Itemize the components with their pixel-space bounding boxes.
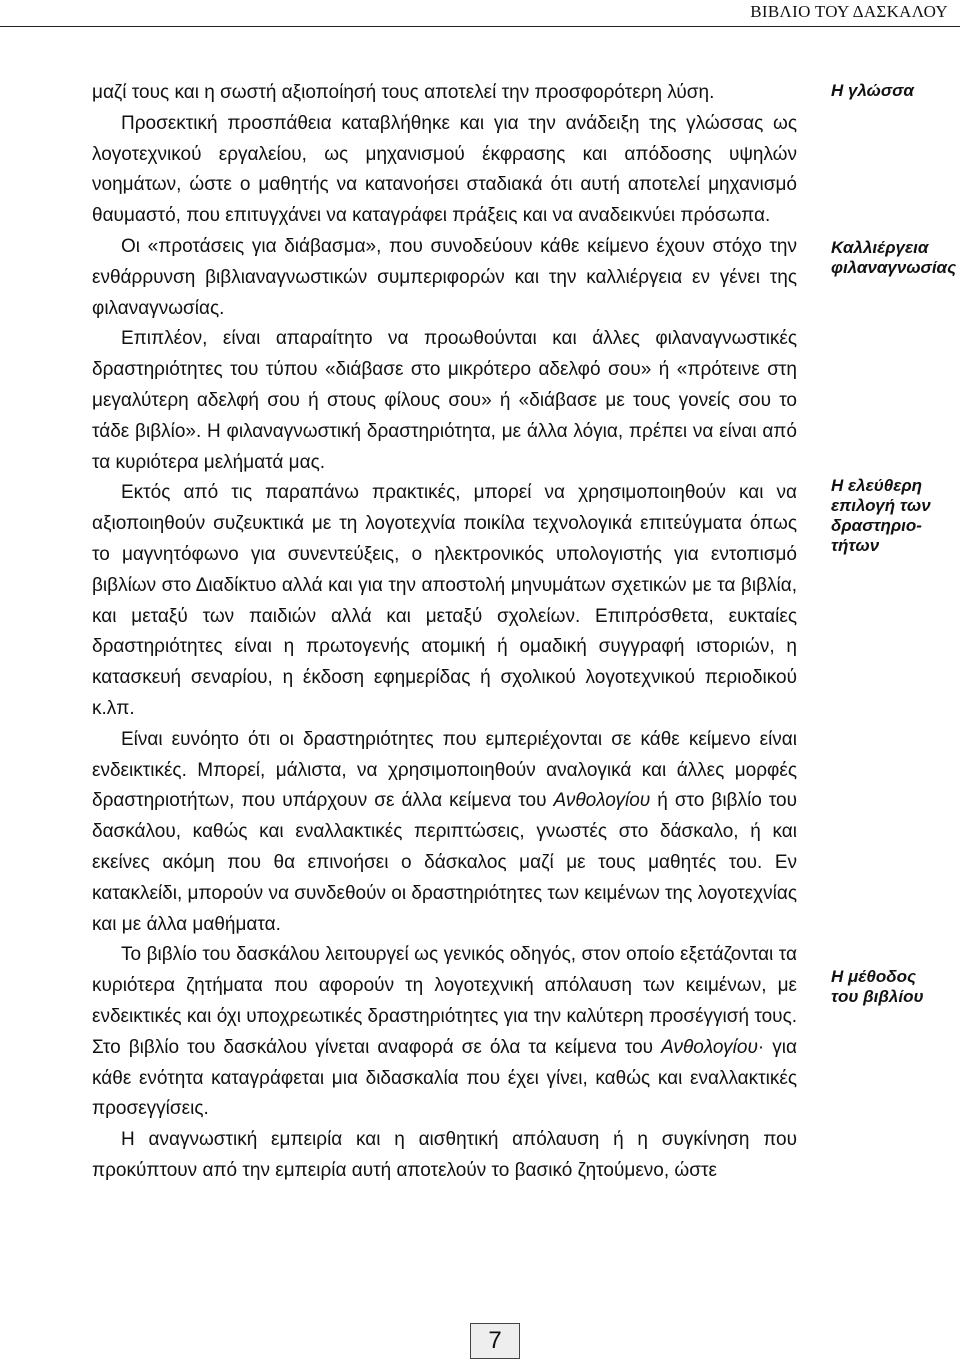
paragraph-6-text-b: ή στο βιβλίο του δασκάλου, καθώς και εναλλακτικές περιπτώσεις, γνωστές στο δάσκαλο, ή και εκείνες ακόμη που θα επινοήσει ο δάσκαλος μαζί με τους μαθητές του. Εν κατακλείδι, μπορούν να συνδεθούν οι δραστηριότητες των κειμένων της λογοτεχνίας και με άλλα μαθήματα. — [92, 790, 797, 935]
paragraph-8: Η αναγνωστική εμπειρία και η αισθητική απόλαυση ή η συγκίνηση που προκύπτουν από την εμπειρία αυτή αποτελούν το βασικό ζητούμενο, ώστε — [92, 1129, 797, 1181]
margin-note-line: δραστηριο- — [831, 516, 922, 535]
margin-note-reading-love — [831, 238, 956, 278]
running-header-title: ΒΙΒΛΙΟ ΤΟΥ ΔΑΣΚΑΛΟΥ — [750, 2, 948, 21]
anthology-title: Ανθολογίου — [553, 790, 651, 812]
margin-note-line: Η μέθοδος — [831, 967, 917, 986]
paragraph-1: μαζί τους και η σωστή αξιοποίησή τους αποτελεί την προσφορότερη λύση. — [92, 82, 715, 103]
margin-note-line: Η ελεύθερη — [831, 476, 923, 495]
paragraph-3: Οι «προτάσεις για διάβασμα», που συνοδεύουν κάθε κείμενο έχουν στόχο την ενθάρρυνση βιβλιαναγνωστικών συμπεριφορών και την καλλιέργεια εν γένει της φιλαναγνωσίας. — [92, 235, 797, 319]
paragraph-6 — [92, 725, 797, 941]
paragraph-7-text-b: · για κάθε ενότητα καταγράφεται μια διδασκαλία που έχει γίνει, καθώς και εναλλακτικές προσεγγίσεις. — [92, 1036, 797, 1120]
paragraph-7-text-a: Το βιβλίο του δασκάλου λειτουργεί ως γενικός οδηγός, στον οποίο εξετάζονται τα κυριότερα ζητήματα που αφορούν τη λογοτεχνική απόλαυση των κειμένων, με ενδεικτικές και όχι υποχρεωτικές δραστηριότητες για την καλύτερη προσέγγισή τους. Στο βιβλίο του δασκάλου γίνεται αναφορά σε όλα τα κείμενα του — [92, 944, 797, 1058]
margin-note-line: Καλλιέργεια — [831, 238, 929, 257]
paragraph-4: Επιπλέον, είναι απαραίτητο να προωθούνται και άλλες φιλαναγνωστικές δραστηριότητες του τύπου «διάβασε στο μικρότερο αδελφό σου» ή «πρότεινε στη μεγαλύτερη αδελφή σου ή στους φίλους σου» ή «διάβασε με τους γονείς σου το τάδε βιβλίο». Η φιλαναγνωστική δραστηριότητα, με άλλα λόγια, πρέπει να είναι από τα κυριότερα μελήματά μας. — [92, 328, 797, 473]
margin-note-line: επιλογή των — [831, 496, 931, 515]
anthology-title: Ανθολογίου — [661, 1036, 758, 1058]
body-text — [92, 78, 797, 1187]
margin-note-line: τήτων — [831, 536, 880, 555]
paragraph-6-text-a: Είναι ευνόητο ότι οι δραστηριότητες που εμπεριέχονται σε κάθε κείμενο είναι ενδεικτικές. Μπορεί, μάλιστα, να χρησιμοποιηθούν αναλογικά και άλλες μορφές δραστηριοτήτων, που υπάρχουν σε άλλα κείμενα του — [92, 728, 797, 812]
margin-note-line: φιλαναγνωσίας — [831, 258, 957, 277]
margin-note-line: του βιβλίου — [831, 987, 924, 1006]
paragraph-5: Εκτός από τις παραπάνω πρακτικές, μπορεί να χρησιμοποιηθούν και να αξιοποιηθούν συζευκτικά με τη λογοτεχνία ποικίλα τεχνολογικά επιτεύγματα όπως το μαγνητόφωνο για συνεντεύξεις, ο ηλεκτρονικός υπολογιστής για εντοπισμό βιβλίων στο Διαδίκτυο αλλά και για την αποστολή μηνυμάτων σχετικών με τα βιβλία, και μεταξύ των παιδιών αλλά και μεταξύ σχολείων. Επιπρόσθετα, ευκταίες δραστηριότητες είναι η πρωτογενής ατομική ή ομαδική συγγραφή ιστοριών, η κατασκευή σεναρίου, η έκδοση εφημερίδας ή σχολικού λογοτεχνικού περιοδικού κ.λπ. — [92, 482, 797, 719]
header-divider — [0, 26, 960, 27]
margin-note-method — [831, 967, 956, 1007]
margin-note-line: Η γλώσσα — [831, 81, 914, 100]
paragraph-2: Προσεκτική προσπάθεια καταβλήθηκε και για την ανάδειξη της γλώσσας ως λογοτεχνικού εργαλείου, ως μηχανισμού έκφρασης και απόδοσης υψηλών νοημάτων, ώστε ο μαθητής να κατανοήσει σταδιακά ότι αυτή αποτελεί μηχανισμό θαυμαστό, που επιτυγχάνει να καταγράφει πράξεις και να αναδεικνύει πρόσωπα. — [92, 112, 797, 227]
margin-note-free-choice — [831, 476, 956, 556]
paragraph-7 — [92, 940, 797, 1125]
page-number: 7 — [470, 1323, 520, 1359]
margin-note-language — [831, 81, 956, 101]
